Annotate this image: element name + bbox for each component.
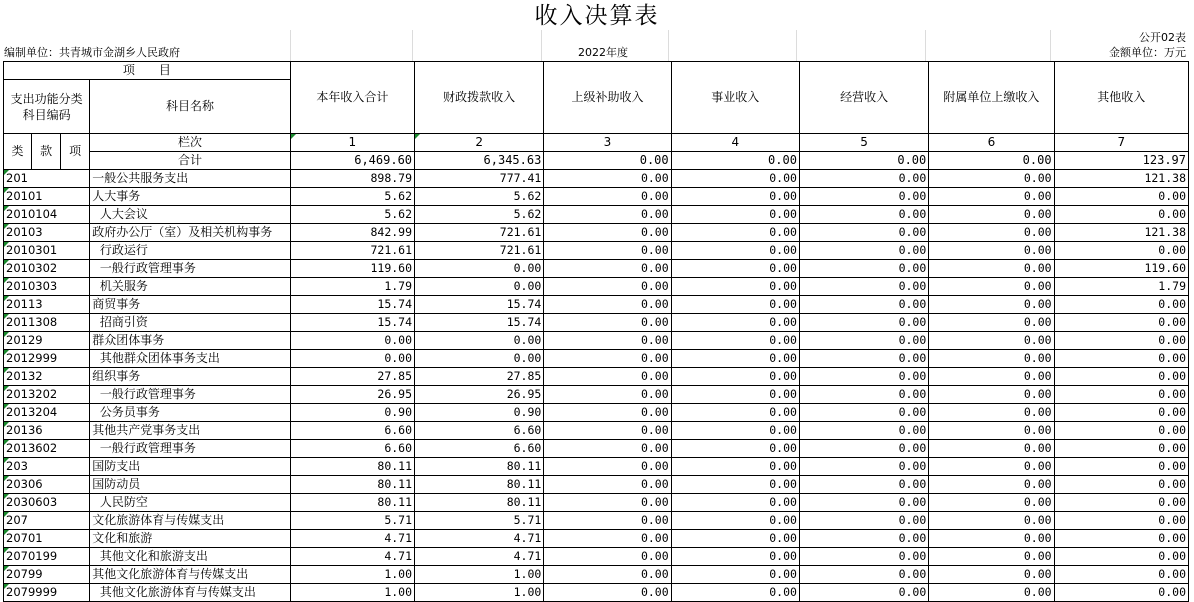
row-value: 27.85: [415, 368, 544, 386]
row-value: 0.00: [799, 278, 928, 296]
col-header-6: 附属单位上缴收入: [929, 62, 1054, 134]
row-code: 20101: [4, 188, 90, 206]
row-value: 0.00: [1054, 314, 1188, 332]
row-value: 5.62: [415, 206, 544, 224]
row-name: 商贸事务: [90, 296, 291, 314]
row-value: 0.00: [544, 260, 671, 278]
row-value: 0.00: [671, 188, 799, 206]
row-value: 26.95: [290, 386, 414, 404]
row-value: 0.00: [929, 476, 1054, 494]
row-value: 0.00: [290, 332, 414, 350]
row-value: 0.00: [1054, 386, 1188, 404]
row-value: 121.38: [1054, 224, 1188, 242]
row-value: 0.00: [544, 368, 671, 386]
row-code: 2010302: [4, 260, 90, 278]
table-row: [4, 566, 1189, 584]
row-value: 721.61: [415, 224, 544, 242]
row-value: 0.00: [671, 296, 799, 314]
col-header-7: 其他收入: [1054, 62, 1188, 134]
row-value: 0.00: [929, 242, 1054, 260]
row-name: 其他群众团体事务支出: [90, 350, 291, 368]
row-value: 80.11: [415, 494, 544, 512]
row-value: 0.00: [799, 242, 928, 260]
row-value: 0.00: [929, 386, 1054, 404]
row-value: 0.00: [671, 476, 799, 494]
row-value: 15.74: [290, 296, 414, 314]
row-value: 0.00: [1054, 296, 1188, 314]
row-value: 5.62: [415, 188, 544, 206]
row-value: 0.00: [415, 350, 544, 368]
row-value: 27.85: [290, 368, 414, 386]
table-row: [4, 224, 1189, 242]
row-value: 5.62: [290, 188, 414, 206]
row-value: 0.00: [799, 584, 928, 602]
row-value: 0.00: [671, 332, 799, 350]
row-value: 0.00: [1054, 548, 1188, 566]
row-value: 0.00: [799, 296, 928, 314]
total-value: 0.00: [799, 152, 928, 170]
table-row: [4, 584, 1189, 602]
row-value: 0.00: [799, 404, 928, 422]
row-value: 0.00: [1054, 332, 1188, 350]
row-value: 0.00: [671, 368, 799, 386]
row-value: 0.00: [544, 512, 671, 530]
table-row: [4, 512, 1189, 530]
row-value: 0.00: [544, 350, 671, 368]
row-code: 20799: [4, 566, 90, 584]
row-value: 0.00: [544, 404, 671, 422]
table-row: [4, 530, 1189, 548]
row-value: 15.74: [415, 296, 544, 314]
row-value: 4.71: [290, 548, 414, 566]
row-value: 0.00: [671, 422, 799, 440]
row-code: 203: [4, 458, 90, 476]
row-value: 0.00: [1054, 422, 1188, 440]
row-value: 0.00: [799, 512, 928, 530]
col-num-4: 4: [671, 134, 799, 152]
row-name: 机关服务: [90, 278, 291, 296]
row-value: 0.00: [544, 584, 671, 602]
row-value: 0.00: [929, 350, 1054, 368]
row-value: 0.00: [415, 332, 544, 350]
row-value: 0.00: [929, 332, 1054, 350]
row-name: 政府办公厅（室）及相关机构事务: [90, 224, 291, 242]
row-value: 0.00: [1054, 440, 1188, 458]
table-row: [4, 368, 1189, 386]
row-code: 20103: [4, 224, 90, 242]
row-value: 0.00: [671, 224, 799, 242]
row-value: 0.00: [544, 458, 671, 476]
row-value: 0.00: [799, 314, 928, 332]
row-value: 0.00: [799, 548, 928, 566]
row-name: 其他共产党事务支出: [90, 422, 291, 440]
row-value: 0.00: [799, 458, 928, 476]
row-name: 招商引资: [90, 314, 291, 332]
table-row: [4, 242, 1189, 260]
row-value: 0.00: [544, 386, 671, 404]
row-value: 0.00: [929, 494, 1054, 512]
row-code: 20701: [4, 530, 90, 548]
row-code: 2013204: [4, 404, 90, 422]
total-label: 合计: [90, 152, 291, 170]
row-value: 1.00: [415, 584, 544, 602]
row-code: 2010104: [4, 206, 90, 224]
row-value: 80.11: [415, 476, 544, 494]
col-header-3: 上级补助收入: [544, 62, 671, 134]
row-code: 20132: [4, 368, 90, 386]
row-value: 0.00: [671, 440, 799, 458]
row-value: 0.00: [929, 224, 1054, 242]
income-table: [3, 61, 1189, 602]
row-value: 26.95: [415, 386, 544, 404]
table-row: [4, 170, 1189, 188]
row-value: 0.00: [1054, 512, 1188, 530]
row-code: 2079999: [4, 584, 90, 602]
row-value: 0.00: [1054, 206, 1188, 224]
row-value: 0.00: [1054, 494, 1188, 512]
row-name: 一般公共服务支出: [90, 170, 291, 188]
row-value: 1.00: [290, 584, 414, 602]
col-num-5: 5: [799, 134, 928, 152]
row-value: 80.11: [290, 494, 414, 512]
row-value: 0.00: [929, 530, 1054, 548]
row-value: 6.60: [290, 422, 414, 440]
row-code: 2070199: [4, 548, 90, 566]
row-value: 80.11: [290, 458, 414, 476]
row-name: 一般行政管理事务: [90, 260, 291, 278]
table-row: [4, 188, 1189, 206]
row-value: 0.00: [671, 584, 799, 602]
row-value: 0.00: [929, 440, 1054, 458]
table-row: [4, 422, 1189, 440]
row-value: 0.00: [1054, 566, 1188, 584]
row-value: 0.00: [544, 494, 671, 512]
row-value: 0.00: [929, 548, 1054, 566]
table-row: [4, 548, 1189, 566]
row-value: 4.71: [415, 530, 544, 548]
row-name: 文化旅游体育与传媒支出: [90, 512, 291, 530]
col-header-4: 事业收入: [671, 62, 799, 134]
row-value: 6.60: [415, 422, 544, 440]
row-value: 0.00: [671, 278, 799, 296]
total-value: 6,469.60: [290, 152, 414, 170]
col-num-2: 2: [415, 134, 544, 152]
row-value: 0.00: [929, 260, 1054, 278]
row-value: 777.41: [415, 170, 544, 188]
row-name: 一般行政管理事务: [90, 440, 291, 458]
row-value: 0.00: [415, 260, 544, 278]
row-value: 721.61: [415, 242, 544, 260]
table-row: [4, 296, 1189, 314]
row-value: 119.60: [1054, 260, 1188, 278]
row-value: 0.00: [929, 566, 1054, 584]
row-value: 0.00: [544, 224, 671, 242]
row-code: 2030603: [4, 494, 90, 512]
table-row: [4, 350, 1189, 368]
row-value: 0.00: [544, 332, 671, 350]
row-value: 842.99: [290, 224, 414, 242]
table-row: [4, 476, 1189, 494]
row-value: 0.00: [544, 242, 671, 260]
row-value: 0.00: [544, 530, 671, 548]
row-value: 119.60: [290, 260, 414, 278]
row-value: 0.00: [799, 422, 928, 440]
row-value: 15.74: [415, 314, 544, 332]
row-value: 1.00: [415, 566, 544, 584]
row-value: 0.00: [929, 206, 1054, 224]
row-code: 2013602: [4, 440, 90, 458]
row-value: 0.00: [1054, 368, 1188, 386]
row-value: 0.00: [671, 458, 799, 476]
row-value: 0.00: [544, 548, 671, 566]
row-value: 0.00: [799, 170, 928, 188]
xiang-header: 项: [61, 134, 90, 170]
row-value: 0.00: [929, 512, 1054, 530]
table-row: [4, 332, 1189, 350]
row-code: 2013202: [4, 386, 90, 404]
table-row: [4, 260, 1189, 278]
row-value: 15.74: [290, 314, 414, 332]
row-value: 0.00: [799, 368, 928, 386]
total-value: 0.00: [929, 152, 1054, 170]
row-value: 0.00: [929, 170, 1054, 188]
row-code: 207: [4, 512, 90, 530]
row-value: 0.00: [929, 368, 1054, 386]
row-value: 0.00: [544, 422, 671, 440]
row-value: 0.00: [671, 386, 799, 404]
form-number: 公开02表: [1139, 31, 1186, 44]
table-row: [4, 440, 1189, 458]
row-name: 行政运行: [90, 242, 291, 260]
row-value: 4.71: [290, 530, 414, 548]
row-value: 0.00: [1054, 476, 1188, 494]
table-row: [4, 278, 1189, 296]
row-value: 0.00: [929, 404, 1054, 422]
row-value: 0.00: [544, 566, 671, 584]
row-value: 0.00: [671, 314, 799, 332]
row-value: 0.00: [544, 440, 671, 458]
row-value: 0.00: [671, 494, 799, 512]
row-value: 0.00: [799, 530, 928, 548]
row-value: 0.00: [671, 512, 799, 530]
row-value: 0.00: [799, 386, 928, 404]
item-header: 项 目: [4, 62, 291, 80]
total-value: 123.97: [1054, 152, 1188, 170]
row-value: 0.00: [1054, 584, 1188, 602]
table-row: [4, 458, 1189, 476]
row-value: 1.79: [1054, 278, 1188, 296]
row-code: 20129: [4, 332, 90, 350]
header-row-1: [4, 62, 1189, 80]
row-value: 0.00: [671, 350, 799, 368]
row-name: 群众团体事务: [90, 332, 291, 350]
col-num-6: 6: [929, 134, 1054, 152]
row-value: 0.00: [929, 188, 1054, 206]
unit-label: 编制单位：共青城市金湖乡人民政府: [4, 46, 180, 59]
row-name: 组织事务: [90, 368, 291, 386]
row-value: 0.90: [415, 404, 544, 422]
total-value: 6,345.63: [415, 152, 544, 170]
row-value: 80.11: [415, 458, 544, 476]
row-value: 0.00: [799, 188, 928, 206]
row-code: 20113: [4, 296, 90, 314]
row-value: 0.00: [929, 458, 1054, 476]
row-value: 1.00: [290, 566, 414, 584]
lei-header: 类: [4, 134, 32, 170]
row-value: 0.00: [799, 494, 928, 512]
row-value: 0.00: [415, 278, 544, 296]
row-value: 0.00: [799, 476, 928, 494]
row-value: 0.00: [671, 566, 799, 584]
row-value: 5.71: [415, 512, 544, 530]
row-value: 0.00: [1054, 350, 1188, 368]
row-name: 文化和旅游: [90, 530, 291, 548]
table-row: [4, 386, 1189, 404]
row-value: 0.00: [671, 548, 799, 566]
row-value: 0.00: [544, 206, 671, 224]
row-name: 国防动员: [90, 476, 291, 494]
row-name: 其他文化旅游体育与传媒支出: [90, 584, 291, 602]
row-value: 0.00: [544, 476, 671, 494]
row-code: 20306: [4, 476, 90, 494]
row-value: 0.00: [929, 422, 1054, 440]
col-num-1: 1: [290, 134, 414, 152]
report-title: 收入决算表: [534, 3, 660, 29]
row-code: 2011308: [4, 314, 90, 332]
col-num-3: 3: [544, 134, 671, 152]
row-value: 0.00: [671, 242, 799, 260]
report-year: 2022年度: [578, 46, 628, 59]
row-value: 4.71: [415, 548, 544, 566]
row-name: 人大事务: [90, 188, 291, 206]
row-value: 5.62: [290, 206, 414, 224]
row-value: 0.00: [929, 296, 1054, 314]
row-value: 0.00: [671, 170, 799, 188]
row-value: 6.60: [290, 440, 414, 458]
row-name: 国防支出: [90, 458, 291, 476]
row-value: 0.00: [671, 404, 799, 422]
lanci-header: 栏次: [90, 134, 291, 152]
total-value: 0.00: [544, 152, 671, 170]
row-value: 80.11: [290, 476, 414, 494]
row-value: 0.00: [1054, 458, 1188, 476]
total-row: [4, 152, 1189, 170]
col-header-5: 经营收入: [799, 62, 928, 134]
row-code: 20136: [4, 422, 90, 440]
row-name: 人民防空: [90, 494, 291, 512]
row-name: 一般行政管理事务: [90, 386, 291, 404]
row-value: 898.79: [290, 170, 414, 188]
row-value: 0.00: [671, 206, 799, 224]
row-value: 6.60: [415, 440, 544, 458]
row-name: 人大会议: [90, 206, 291, 224]
row-value: 0.00: [290, 350, 414, 368]
row-value: 0.90: [290, 404, 414, 422]
row-value: 121.38: [1054, 170, 1188, 188]
table-row: [4, 314, 1189, 332]
row-name: 公务员事务: [90, 404, 291, 422]
row-code: 201: [4, 170, 90, 188]
row-value: 0.00: [799, 332, 928, 350]
row-value: 0.00: [1054, 242, 1188, 260]
row-value: 0.00: [929, 314, 1054, 332]
col-header-2: 财政拨款收入: [415, 62, 544, 134]
col-num-7: 7: [1054, 134, 1188, 152]
row-value: 0.00: [544, 314, 671, 332]
row-value: 0.00: [929, 584, 1054, 602]
row-name: 其他文化和旅游支出: [90, 548, 291, 566]
table-row: [4, 494, 1189, 512]
row-code: 2010301: [4, 242, 90, 260]
amount-unit: 金额单位：万元: [1109, 46, 1186, 59]
col-header-1: 本年收入合计: [290, 62, 414, 134]
table-row: [4, 206, 1189, 224]
row-value: 0.00: [671, 530, 799, 548]
row-code: 2010303: [4, 278, 90, 296]
row-value: 0.00: [799, 350, 928, 368]
row-value: 0.00: [929, 278, 1054, 296]
row-value: 5.71: [290, 512, 414, 530]
row-value: 0.00: [799, 260, 928, 278]
row-value: 0.00: [1054, 188, 1188, 206]
row-name: 其他文化旅游体育与传媒支出: [90, 566, 291, 584]
row-value: 721.61: [290, 242, 414, 260]
row-value: 0.00: [544, 188, 671, 206]
row-value: 0.00: [544, 278, 671, 296]
row-value: 0.00: [544, 170, 671, 188]
kuan-header: 款: [32, 134, 61, 170]
row-value: 0.00: [799, 224, 928, 242]
row-value: 0.00: [671, 260, 799, 278]
row-value: 0.00: [799, 206, 928, 224]
total-value: 0.00: [671, 152, 799, 170]
row-value: 0.00: [799, 440, 928, 458]
row-value: 0.00: [1054, 404, 1188, 422]
row-value: 0.00: [544, 296, 671, 314]
row-code: 2012999: [4, 350, 90, 368]
table-row: [4, 404, 1189, 422]
code-header: 支出功能分类 科目编码: [4, 80, 90, 134]
row-value: 1.79: [290, 278, 414, 296]
row-value: 0.00: [1054, 530, 1188, 548]
row-value: 0.00: [799, 566, 928, 584]
name-header: 科目名称: [90, 80, 291, 134]
